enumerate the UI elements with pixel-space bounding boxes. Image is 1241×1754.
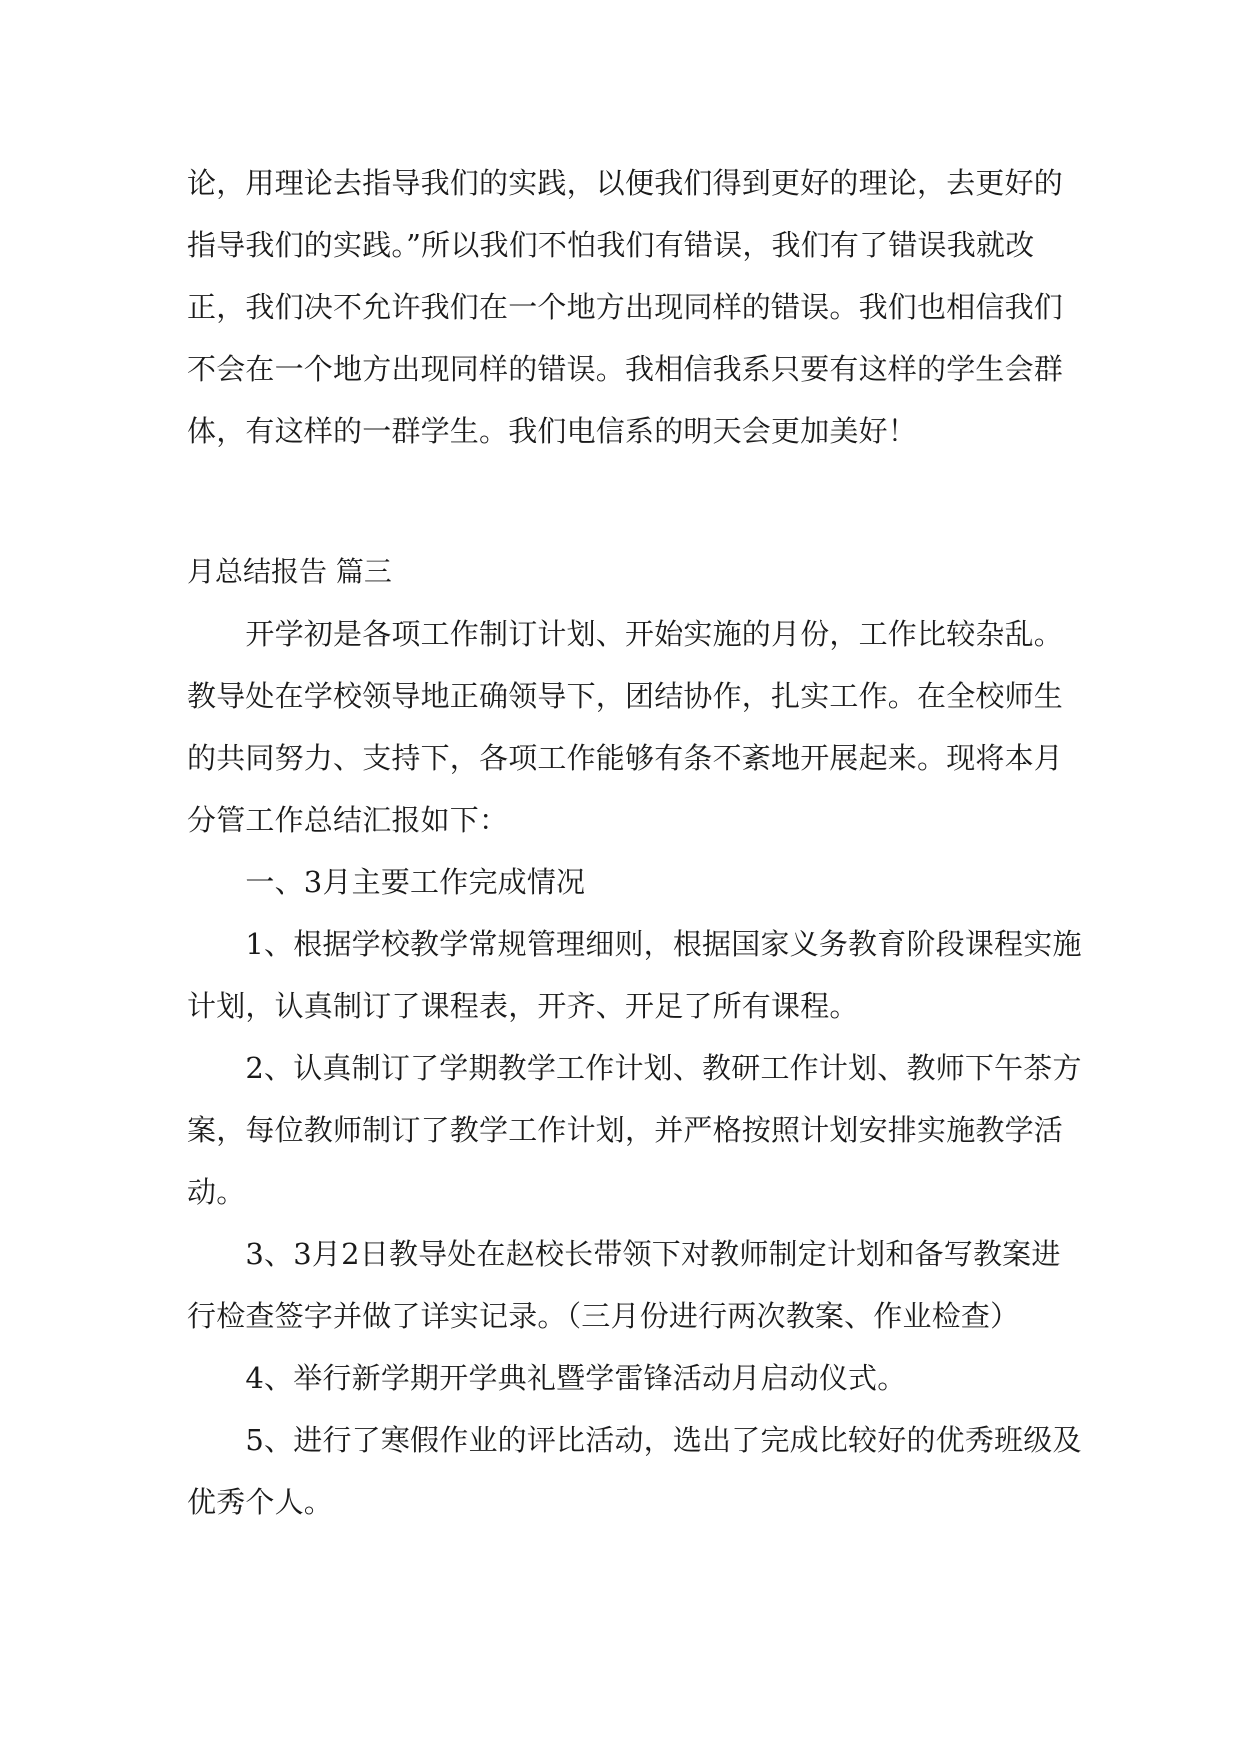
continuation-line-5: 体，有这样的一群学生。我们电信系的明天会更加美好！ bbox=[187, 414, 918, 448]
subheading-line: 一、3月主要工作完成情况 bbox=[187, 865, 586, 899]
paragraph-line: 1、根据学校教学常规管理细则，根据国家义务教育阶段课程实施 bbox=[187, 927, 1082, 961]
paragraph-line: 行检查签字并做了详实记录。（三月份进行两次教案、作业检查） bbox=[187, 1299, 1020, 1333]
paragraph-line: 动。 bbox=[187, 1175, 246, 1209]
paragraph-line: 5、进行了寒假作业的评比活动，选出了完成比较好的优秀班级及 bbox=[187, 1423, 1082, 1457]
paragraph-line: 教导处在学校领导地正确领导下，团结协作，扎实工作。在全校师生 bbox=[187, 679, 1064, 713]
paragraph-line: 开学初是各项工作制订计划、开始实施的月份，工作比较杂乱。 bbox=[187, 617, 1064, 651]
section-title: 月总结报告 篇三 bbox=[187, 555, 392, 588]
paragraph-line: 计划，认真制订了课程表，开齐、开足了所有课程。 bbox=[187, 989, 859, 1023]
continuation-line-1: 论，用理论去指导我们的实践，以便我们得到更好的理论，去更好的 bbox=[187, 166, 1064, 200]
paragraph-line: 案，每位教师制订了教学工作计划，并严格按照计划安排实施教学活 bbox=[187, 1113, 1064, 1147]
paragraph-line: 2、认真制订了学期教学工作计划、教研工作计划、教师下午茶方 bbox=[187, 1051, 1082, 1085]
paragraph-line: 4、举行新学期开学典礼暨学雷锋活动月启动仪式。 bbox=[187, 1361, 907, 1395]
continuation-line-3: 正，我们决不允许我们在一个地方出现同样的错误。我们也相信我们 bbox=[187, 290, 1064, 324]
continuation-line-4: 不会在一个地方出现同样的错误。我相信我系只要有这样的学生会群 bbox=[187, 352, 1064, 386]
continuation-line-2: 指导我们的实践。”所以我们不怕我们有错误，我们有了错误我就改 bbox=[187, 228, 1035, 262]
paragraph-line: 3、3月2日教导处在赵校长带领下对教师制定计划和备写教案进 bbox=[187, 1237, 1061, 1271]
paragraph-line: 分管工作总结汇报如下： bbox=[187, 803, 509, 837]
paragraph-line: 的共同努力、支持下，各项工作能够有条不紊地开展起来。现将本月 bbox=[187, 741, 1064, 775]
paragraph-line: 优秀个人。 bbox=[187, 1485, 334, 1519]
